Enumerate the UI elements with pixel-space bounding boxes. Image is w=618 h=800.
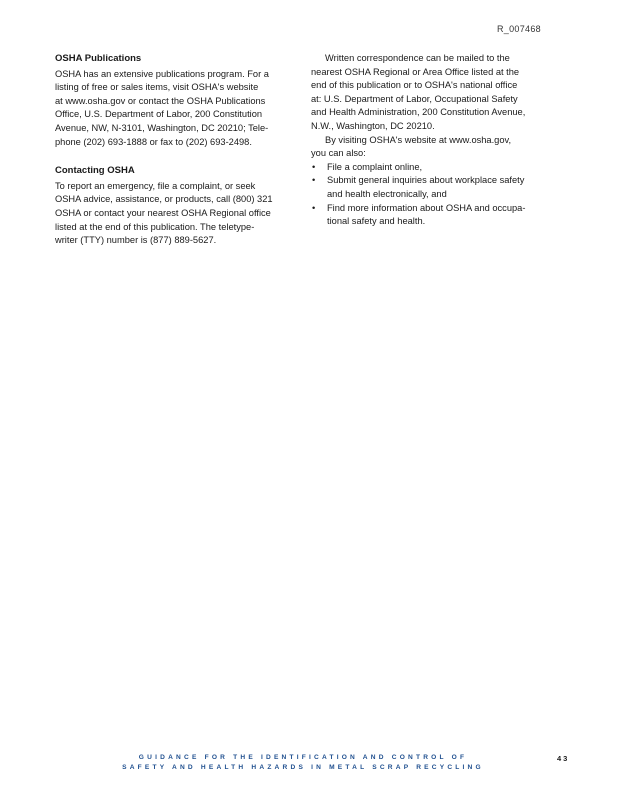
page-number: 43 bbox=[557, 754, 570, 763]
text-line: end of this publication or to OSHA's national office bbox=[311, 80, 518, 91]
text-line: Written correspondence can be mailed to the bbox=[325, 53, 510, 63]
correspondence-paragraph bbox=[311, 52, 556, 134]
text-line: File a complaint online, bbox=[327, 161, 423, 172]
publications-section bbox=[55, 52, 299, 149]
text-line: tional safety and health. bbox=[327, 216, 426, 227]
text-line: and health electronically, and bbox=[327, 188, 447, 199]
list-item bbox=[311, 174, 556, 201]
right-column bbox=[311, 52, 556, 229]
text-line: Find more information about OSHA and occupa- bbox=[327, 202, 526, 213]
text-line: Avenue, NW, N-3101, Washington, DC 20210; Tele- bbox=[55, 122, 269, 133]
bullet-icon: • bbox=[312, 161, 316, 172]
text-line: listing of free or sales items, visit OSHA's website bbox=[55, 82, 259, 93]
text-line: nearest OSHA Regional or Area Office listed at the bbox=[311, 66, 520, 77]
footer-title-line-2: SAFETY AND HEALTH HAZARDS IN METAL SCRAP RECYCLING bbox=[122, 764, 484, 771]
website-bullet-list bbox=[311, 161, 556, 229]
text-line: To report an emergency, file a complaint, or seek bbox=[55, 180, 256, 191]
list-item bbox=[311, 202, 556, 229]
list-item bbox=[311, 161, 556, 175]
page-footer bbox=[0, 754, 618, 778]
contacting-paragraph bbox=[55, 180, 299, 248]
text-line: listed at the end of this publication. The teletype- bbox=[55, 221, 255, 232]
text-line: Submit general inquiries about workplace safety bbox=[327, 175, 525, 186]
contacting-section bbox=[55, 164, 299, 248]
section-spacer bbox=[55, 149, 299, 164]
text-line: N.W., Washington, DC 20210. bbox=[311, 120, 435, 131]
text-line: at: U.S. Department of Labor, Occupational Safety bbox=[311, 93, 518, 104]
text-line: phone (202) 693-1888 or fax to (202) 693-2498. bbox=[55, 136, 252, 147]
contacting-heading: Contacting OSHA bbox=[55, 165, 135, 177]
text-line: Office, U.S. Department of Labor, 200 Constitution bbox=[55, 109, 263, 120]
website-paragraph bbox=[311, 134, 556, 161]
bullet-icon: • bbox=[312, 175, 316, 186]
left-column bbox=[55, 52, 299, 248]
text-line: writer (TTY) number is (877) 889-5627. bbox=[55, 235, 217, 246]
text-line: OSHA has an extensive publications program. For a bbox=[55, 68, 269, 79]
text-line: at www.osha.gov or contact the OSHA Publications bbox=[55, 95, 266, 106]
text-line: OSHA or contact your nearest OSHA Regional office bbox=[55, 207, 271, 218]
text-line: and Health Administration, 200 Constitution Avenue, bbox=[311, 107, 526, 118]
bullet-icon: • bbox=[312, 202, 316, 213]
publications-heading: OSHA Publications bbox=[55, 53, 142, 64]
bates-number: R_007468 bbox=[497, 24, 541, 34]
footer-title-line-1: GUIDANCE FOR THE IDENTIFICATION AND CONTROL OF bbox=[138, 754, 468, 761]
publications-paragraph bbox=[55, 68, 299, 150]
text-line: you can also: bbox=[311, 148, 366, 159]
text-line: By visiting OSHA's website at www.osha.gov, bbox=[325, 134, 512, 145]
text-line: OSHA advice, assistance, or products, call (800) 321 bbox=[55, 194, 273, 205]
